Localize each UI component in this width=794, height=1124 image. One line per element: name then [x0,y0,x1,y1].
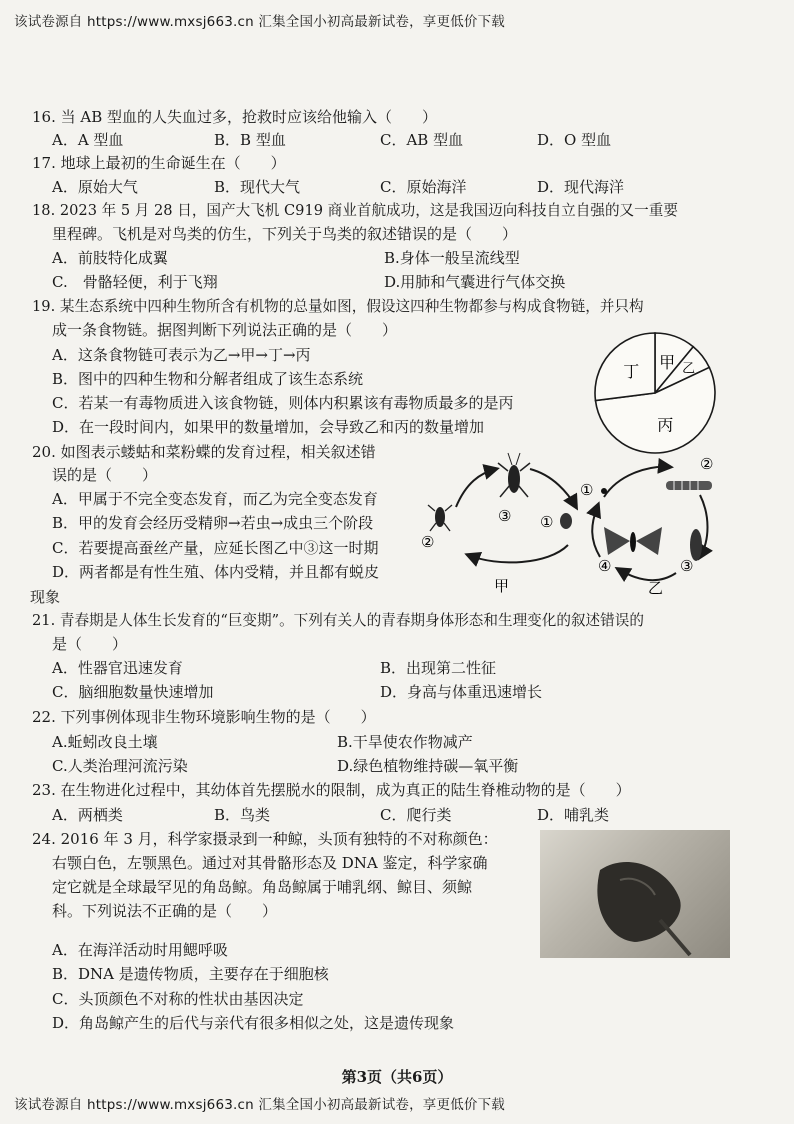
jia-stage-2: ② [421,533,435,551]
life-cycle-diagram [418,445,718,600]
q18-option-b: B.身体一般呈流线型 [384,249,520,267]
q24-stem-line1: 24. 2016 年 3 月，科学家摄录到一种鲸，头顶有独特的不对称颜色： [32,830,498,848]
q17-stem: 17. 地球上最初的生命诞生在（ ） [32,154,286,172]
source-banner-bottom: 该试卷源自 https://www.mxsj663.cn 汇集全国小初高最新试卷，享更低价下载 [14,1097,506,1113]
yi-stage-2: ② [700,455,714,473]
q16-option-b: B．B 型血 [214,131,286,149]
q19-option-b: B．图中的四种生物和分解者组成了该生态系统 [52,370,364,388]
q19-stem-line2: 成一条食物链。据图判断下列说法正确的是（ ） [52,321,398,339]
q23-option-b: B．鸟类 [214,806,271,824]
q16-option-c: C．AB 型血 [380,131,464,149]
q24-option-a: A．在海洋活动时用鳃呼吸 [52,941,228,959]
jia-stage-1: ① [540,513,554,531]
q19-option-c: C．若某一有毒物质进入该食物链，则体内积累该有毒物质最多的是丙 [52,394,514,412]
q20-stem-line1: 20. 如图表示蝼蛄和菜粉蝶的发育过程，相关叙述错 [32,443,376,461]
pie-label-0: 丁 [623,362,640,382]
q22-option-d: D.绿色植物维持碳—氧平衡 [337,757,519,775]
q23-option-a: A．两栖类 [52,806,123,824]
q24-stem-line4: 科。下列说法不正确的是（ ） [52,902,278,920]
jia-label: 甲 [494,577,510,595]
q17-option-c: C．原始海洋 [380,178,467,196]
pie-label-2: 乙 [682,361,696,377]
page-footer: 第3页（共6页） [341,1068,453,1086]
q17-option-d: D．现代海洋 [537,178,625,196]
q17-option-b: B．现代大气 [214,178,301,196]
q20-option-d: D．两者都是有性生殖、体内受精，并且都有蜕皮 [52,563,380,581]
yi-stage-3: ③ [680,557,694,575]
q19-option-a: A．这条食物链可表示为乙→甲→丁→丙 [52,346,311,364]
q19-option-d: D．在一段时间内，如果甲的数量增加，会导致乙和丙的数量增加 [52,418,485,436]
q22-option-a: A.蚯蚓改良土壤 [52,733,158,751]
q22-option-c: C.人类治理河流污染 [52,757,188,775]
q20-stem-line2: 误的是（ ） [52,466,158,484]
q24-option-d: D．角岛鲸产生的后代与亲代有很多相似之处，这是遗传现象 [52,1014,455,1032]
jia-stage-3: ③ [498,507,512,525]
q21-option-b: B．出现第二性征 [380,659,497,677]
q21-stem-line2: 是（ ） [52,635,128,653]
q20-option-b: B．甲的发育会经历受精卵→若虫→成虫三个阶段 [52,514,374,532]
caterpillar-icon [666,481,712,490]
q21-option-d: D．身高与体重迅速增长 [380,683,543,701]
q23-option-c: C．爬行类 [380,806,452,824]
q20-option-d-continued: 现象 [30,588,61,606]
q18-option-d: D.用肺和气囊进行气体交换 [384,273,566,291]
q24-stem-line2: 右颚白色，左颚黑色。通过对其骨骼形态及 DNA 鉴定，科学家确 [52,854,488,872]
q18-stem-line1: 18. 2023 年 5 月 28 日，国产大飞机 C919 商业首航成功，这是我国迈向科技自立自强的又一重要 [32,202,678,219]
q24-option-c: C．头顶颜色不对称的性状由基因决定 [52,990,304,1008]
q21-option-a: A．性器官迅速发育 [52,659,183,677]
biomass-pie-chart [592,330,718,456]
q21-option-c: C．脑细胞数量快速增加 [52,683,214,701]
pie-label-1: 甲 [659,352,676,372]
q23-option-d: D．哺乳类 [537,806,610,824]
q17-option-a: A．原始大气 [52,178,138,196]
mole-cricket-nymph-icon [428,505,452,531]
q24-stem-line3: 定它就是全球最罕见的角岛鲸。角岛鲸属于哺乳纲、鲸目、须鲸 [52,878,473,896]
q22-stem: 22. 下列事例体现非生物环境影响生物的是（ ） [32,708,376,726]
pie-label-3: 丙 [657,415,674,435]
q21-stem-line1: 21. 青春期是人体生长发育的“巨变期”。下列有关人的青春期身体形态和生理变化的叙述错误的 [32,612,644,629]
butterfly-egg-icon [601,488,607,494]
q20-option-a: A．甲属于不完全变态发育，而乙为完全变态发育 [52,490,378,508]
q20-option-c: C．若要提高蚕丝产量，应延长图乙中③这一时期 [52,539,379,557]
q18-option-a: A．前肢特化成翼 [52,249,168,267]
mole-cricket-egg-icon [560,513,572,529]
whale-photo [540,830,730,958]
q16-stem: 16. 当 AB 型血的人失血过多，抢救时应该给他输入（ ） [32,108,438,126]
source-banner-top: 该试卷源自 https://www.mxsj663.cn 汇集全国小初高最新试卷，享更低价下载 [14,14,506,30]
yi-stage-1: ① [580,481,594,499]
q18-stem-line2: 里程碑。飞机是对鸟类的仿生，下列关于鸟类的叙述错误的是（ ） [52,225,518,243]
butterfly-adult-icon [604,527,662,555]
q24-option-b: B．DNA 是遗传物质，主要存在于细胞核 [52,965,329,983]
q22-option-b: B.干旱使农作物减产 [337,733,473,751]
yi-stage-4: ④ [598,557,612,575]
mole-cricket-adult-icon [498,453,530,497]
q16-option-d: D．O 型血 [537,131,612,149]
yi-label: 乙 [648,579,664,597]
q19-stem-line1: 19. 某生态系统中四种生物所含有机物的总量如图，假设这四种生物都参与构成食物链，并只构 [32,298,644,315]
q16-option-a: A．A 型血 [52,131,124,149]
q23-stem: 23. 在生物进化过程中，其幼体首先摆脱水的限制，成为真正的陆生脊椎动物的是（ ） [32,781,631,799]
q18-option-c: C. 骨骼轻便，利于飞翔 [52,273,218,291]
